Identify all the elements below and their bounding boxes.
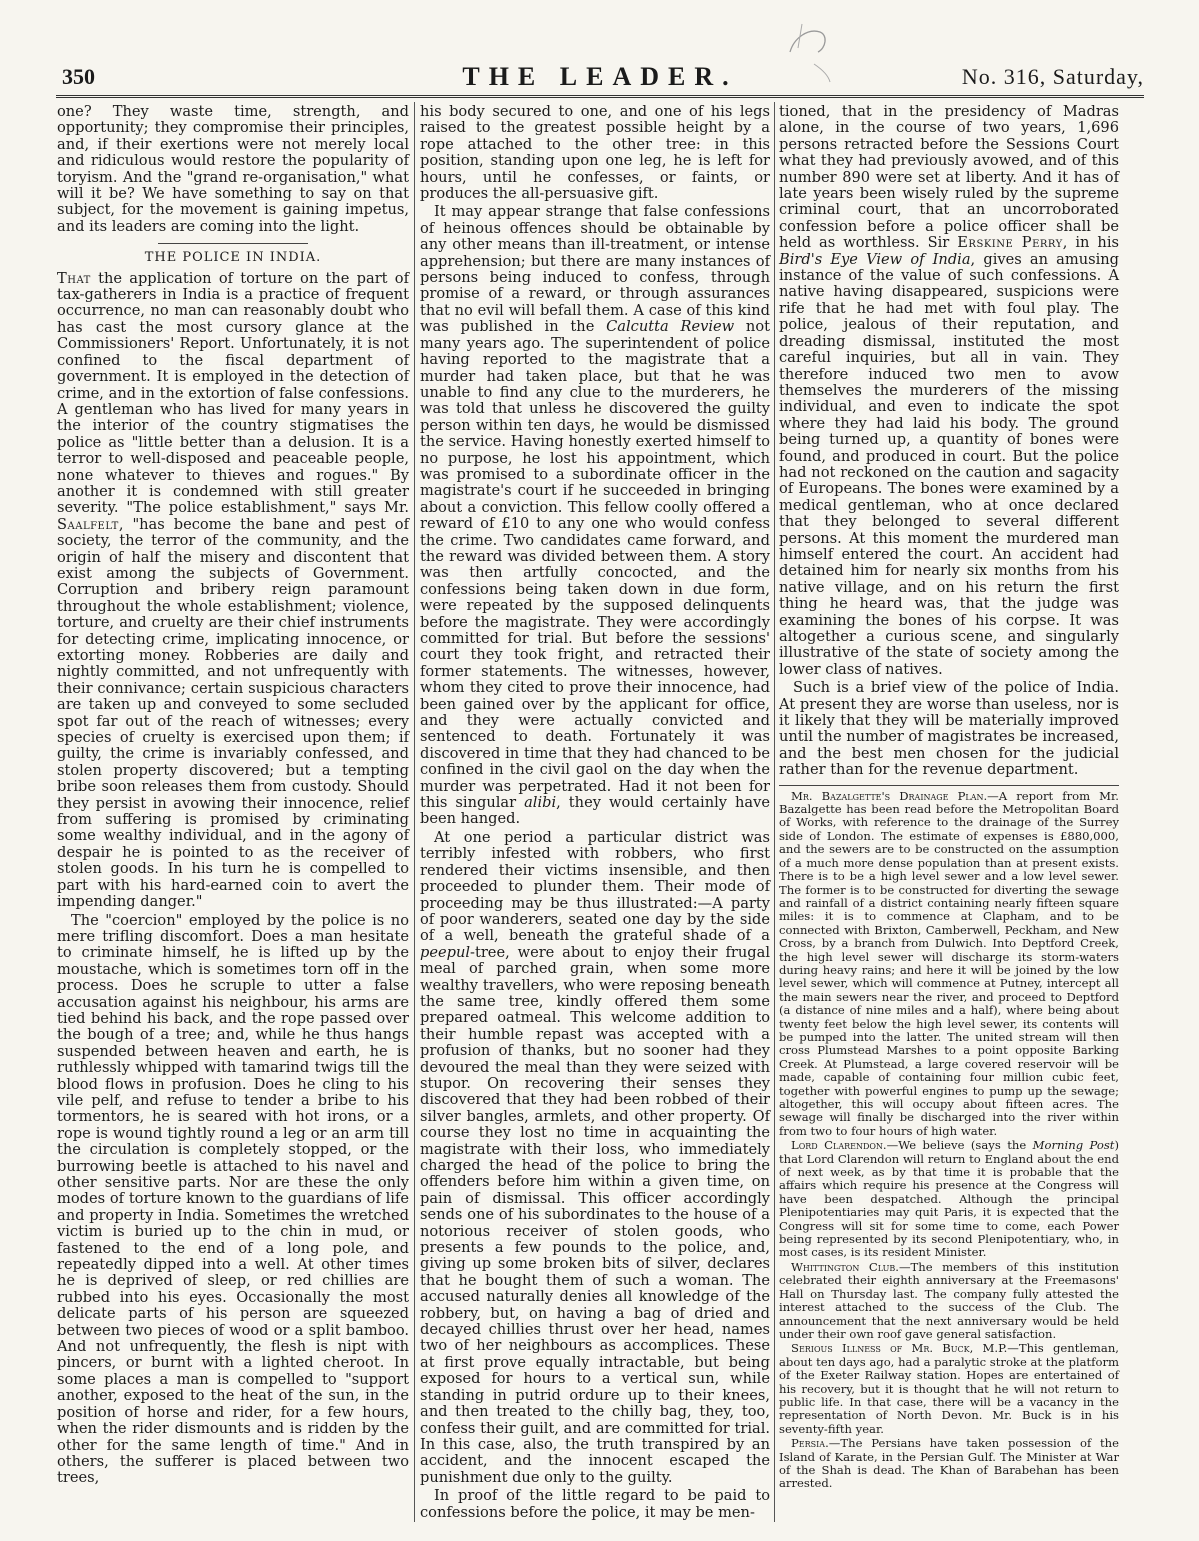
person-name: Erskine Perry xyxy=(957,234,1063,252)
news-item-heading: Lord Clarendon. xyxy=(791,1138,887,1153)
paragraph: one? They waste time, strength, and opportunity; they compromise their principles, and, if their exertions were not merely local and ridiculous would restore the popularity of toryism. And the "grand re-organisation," what will it be? We have something to say on that subject, for the movement is gaining impetus, and its leaders are coming into the light. xyxy=(57,103,409,235)
news-item: Whittington Club.—The members of this institution celebrated their eighth anniversary at the Freemasons' Hall on Thursday last. The company fully attested the interest attached to the success of the Club. The announcement that the next anniversary would be held under their own roof gave general satisfaction. xyxy=(779,1259,1119,1341)
paragraph: That the application of torture on the part of tax-gatherers in India is a practice of frequent occurrence, no man can reasonably doubt who has cast the most cursory glance at the Commissioners' Report. Unfortunately, it is not confined to the fiscal department of government. It is employed in the detection of crime, and in the extortion of false confessions. A gentleman who has lived for many years in the interior of the country stigmatises the police as "little better than a delusion. It is a terror to well-disposed and peaceable people, none whatever to thieves and rogues." By another it is condemned with still greater severity. "The police establishment," says Mr. Saalfelt, "has become the bane and pest of society, the terror of the community, and the origin of half the misery and discontent that exist among the subjects of Government. Corruption and bribery reign paramount throughout the whole establishment; violence, torture, and cruelty are their chief instruments for detecting crime, implicating innocence, or extorting money. Robberies are daily and nightly committed, and not unfrequently with their connivance; certain suspicious characters are taken up and conveyed to some secluded spot far out of the reach of witnesses; every species of cruelty is exercised upon them; if guilty, the crime is invariably confessed, and stolen property discovered; but a tempting bribe soon releases them from custody. Should they persist in avowing their innocence, relief from suffering is promised by criminating some wealthy individual, and in the agony of despair he is pointed to as the receiver of stolen goods. In his turn he is compelled to part with his hard-earned coin to avert the impending danger." xyxy=(57,269,409,911)
issue-label: No. 316, Saturday, xyxy=(961,64,1144,89)
book-title: Bird's Eye View of India xyxy=(779,250,971,268)
column-2 xyxy=(420,104,770,1523)
paragraph: The "coercion" employed by the police is no mere trifling discomfort. Does a man hesitate to criminate himself, he is lifted up by the moustache, which is sometimes torn off in the process. Does he scruple to utter a false accusation against his neighbour, his arms are tied behind his back, and the rope passed over the bough of a tree; and, while he thus hangs suspended between heaven and earth, he is ruthlessly whipped with tamarind twigs till the blood flows in profusion. Does he cling to his vile pelf, and refuse to tender a bribe to his tormentors, he is seared with hot irons, or a rope is wound tightly round a leg or an arm till the circulation is completely stopped, or the burrowing beetle is attached to his navel and other sensitive parts. Nor are these the only modes of torture known to the guardians of life and property in India. Sometimes the wretched victim is buried up to the chin in mud, or fastened to the end of a long pole, and repeatedly dipped into a well. At other times he is deprived of sleep, or red chillies are rubbed into his eyes. Occasionally the most delicate parts of his person are squeezed between two pieces of wood or a split bamboo. And not unfrequently, the flesh is nipt with pincers, or burnt with a lighted cheroot. In some places a man is compelled to "support another, exposed to the heat of the sun, in the position of horse and rider, for a few hours, when the rider dismounts and is ridden by the other for the same length of time." And in others, the sufferer is placed between two trees, xyxy=(57,911,409,1487)
column-divider xyxy=(774,102,775,1522)
column-1 xyxy=(57,104,409,1489)
news-item: Serious Illness of Mr. Buck, M.P.—This gentleman, about ten days ago, had a paralytic stroke at the platform of the Exeter Railway station. Hopes are entertained of his recovery, but it is thought that he will not return to public life. In that case, there will be a vacancy in the representation of North Devon. Mr. Buck is in his seventy-fifth year. xyxy=(779,1341,1119,1436)
news-item-heading: Whittington Club. xyxy=(791,1259,899,1274)
column-divider xyxy=(414,102,415,1522)
publication-title: Calcutta Review xyxy=(606,318,735,336)
paragraph: Such is a brief view of the police of India. At present they are worse than useless, nor is it likely that they will be materially improved until the number of magistrates be increased, and the best men chosen for the judicial rather than for the revenue department. xyxy=(779,679,1119,779)
news-item-heading: Mr. Bazalgette's Drainage Plan. xyxy=(791,788,988,803)
page-header xyxy=(56,62,1144,92)
paragraph: tioned, that in the presidency of Madras alone, in the course of two years, 1,696 persons retracted before the Sessions Court what they had previously avowed, and of this number 890 were set at liberty. And it has of late years been wisely ruled by the supreme criminal court, that an uncorroborated confession before a police officer shall be held as worthless. Sir Erskine Perry, in his Bird's Eye View of India, gives an amusing instance of the value of such confessions. A native having disappeared, suspicions were rife that he had met with foul play. The police, jealous of their reputation, and dreading dismissal, instituted the most careful inquiries, but all in vain. They therefore induced two men to avow themselves the murderers of the missing individual, and even to indicate the spot where they had laid his body. The ground being turned up, a quantity of bones were found, and produced in court. But the police had not reckoned on the caution and sagacity of Europeans. The bones were examined by a medical gentleman, who at once declared that they belonged to several different persons. At this moment the murdered man himself entered the court. An accident had detained him for nearly six months from his native village, and on his return the first thing he heard was, that the judge was examining the bones of his corpse. It was altogether a curious scene, and singularly illustrative of the state of society among the lower class of natives. xyxy=(779,103,1119,678)
news-item: Persia.—The Persians have taken possession of the Island of Karate, in the Persian Gulf. The Minister at War of the Shah is dead. The Khan of Barabehan has been arrested. xyxy=(779,1436,1119,1491)
drop-word: That xyxy=(57,269,91,287)
header-rule xyxy=(56,95,1144,98)
page-number: 350 xyxy=(62,64,95,89)
person-name: Saalfelt xyxy=(57,515,119,533)
column-3 xyxy=(779,104,1119,1492)
section-divider xyxy=(158,243,308,244)
paragraph: At one period a particular district was terribly infested with robbers, who first rendered their victims insensible, and then proceeded to plunder them. Their mode of proceeding may be thus illustrated:—A party of poor wanderers, seated one day by the side of a well, beneath the grateful shade of a peepul-tree, were about to enjoy their frugal meal of parched grain, when some more wealthy travellers, who were reposing beneath the same tree, kindly offered them some prepared oatmeal. This welcome addition to their humble repast was accepted with a profusion of thanks, but no sooner had they devoured the meal than they were seized with stupor. On recovering their senses they discovered that they had been robbed of their silver bangles, armlets, and other property. Of course they lost no time in acquainting the magistrate with their loss, who immediately charged the head of the police to bring the offenders before him within a given time, on pain of dismissal. This officer accordingly sends one of his subordinates to the house of a notorious receiver of stolen goods, who presents a few pounds to the police, and, giving up some broken bits of silver, declares that he bought them of such a woman. The accused naturally denies all knowledge of the robbery, but, on having a bag of dried and decayed chillies thrust over her head, names two of her neighbours as accomplices. These at first prove equally intractable, but being exposed for hours to a vertical sun, while standing in putrid ordure up to their knees, and then treated to the chilly bag, they, too, confess their guilt, and are committed for trial. In this case, also, the truth transpired by an accident, and the innocent escaped the punishment due only to the guilty. xyxy=(420,828,770,1486)
paragraph: In proof of the little regard to be paid to confessions before the police, it may be men- xyxy=(420,1487,770,1521)
news-notes-divider xyxy=(779,785,1119,786)
paragraph: his body secured to one, and one of his legs raised to the greatest possible height by a rope attached to the other tree: in this position, standing upon one leg, he is left for hours, until he confesses, or faints, or produces the all-persuasive gift. xyxy=(420,103,770,203)
news-item: Mr. Bazalgette's Drainage Plan.—A report from Mr. Bazalgette has been read before the Metropolitan Board of Works, with reference to the drainage of the Surrey side of London. The estimate of expenses is £880,000, and the sewers are to be constructed on the assumption of a much more dense population than at present exists. There is to be a high level sewer and a low level sewer. The former is to be constructed for diverting the sewage and rainfall of a district containing nearly fifteen square miles: it is to commence at Clapham, and to be connected with Brixton, Camberwell, Peckham, and New Cross, by a branch from Dulwich. Into Deptford Creek, the high level sewer will discharge its storm-waters during heavy rains; and here it will be joined by the low level sewer, which will commence at Putney, intercept all the main sewers near the river, and proceed to Deptford (a distance of nine miles and a half), where being about twenty feet below the high level sewer, its contents will be pumped into the latter. The united stream will then cross Plumstead Marshes to a point opposite Barking Creek. At Plumstead, a large covered reservoir will be made, capable of containing four million cubic feet, together with powerful engines to pump up the sewage; altogether, this will occupy about fifteen acres. The sewage will finally be discharged into the river within from two to four hours of high water. xyxy=(779,788,1119,1138)
masthead-title: THE LEADER. xyxy=(462,62,738,91)
paragraph: It may appear strange that false confessions of heinous offences should be obtainable by any other means than ill-treatment, or intense apprehension; but there are many instances of persons being induced to confess, through promise of a reward, or through assurances that no evil will befall them. A case of this kind was published in the Calcutta Review not many years ago. The superintendent of police having reported to the magistrate that a murder had taken place, but that he was unable to find any clue to the murderers, he was told that unless he discovered the guilty person within ten days, he would be dismissed the service. Having honestly exerted himself to no purpose, he lost his appointment, which was promised to a subordinate officer in the magistrate's court if he succeeded in bringing about a conviction. This fellow coolly offered a reward of £10 to any one who would confess the crime. Two candidates came forward, and the reward was divided between them. A story was then artfully concocted, and the confessions being taken down in due form, were repeated by the supposed delinquents before the magistrate. They were accordingly committed for trial. But before the sessions' court they took fright, and retracted their former statements. The witnesses, however, whom they cited to prove their innocence, had been gained over by the applicant for office, and they were actually convicted and sentenced to death. Fortunately it was discovered in time that they had chanced to be confined in the civil gaol on the day when the murder was perpetrated. Had it not been for this singular alibi, they would certainly have been hanged. xyxy=(420,203,771,828)
news-item-heading: Serious Illness of Mr. Buck, M.P. xyxy=(791,1341,1008,1356)
article-title: THE POLICE IN INDIA. xyxy=(144,250,322,266)
news-item-heading: Persia. xyxy=(791,1436,829,1451)
news-item: Lord Clarendon.—We believe (says the Morning Post) that Lord Clarendon will return to England about the end of next week, as by that time it is probable that the affairs which require his presence at the Congress will have been despatched. Although the principal Plenipotentiaries may quit Paris, it is expected that the Congress will sit for some time to come, each Power being represented by its second Plenipotentiary, who, in most cases, is its resident Minister. xyxy=(779,1138,1120,1260)
news-notes xyxy=(779,790,1119,1491)
